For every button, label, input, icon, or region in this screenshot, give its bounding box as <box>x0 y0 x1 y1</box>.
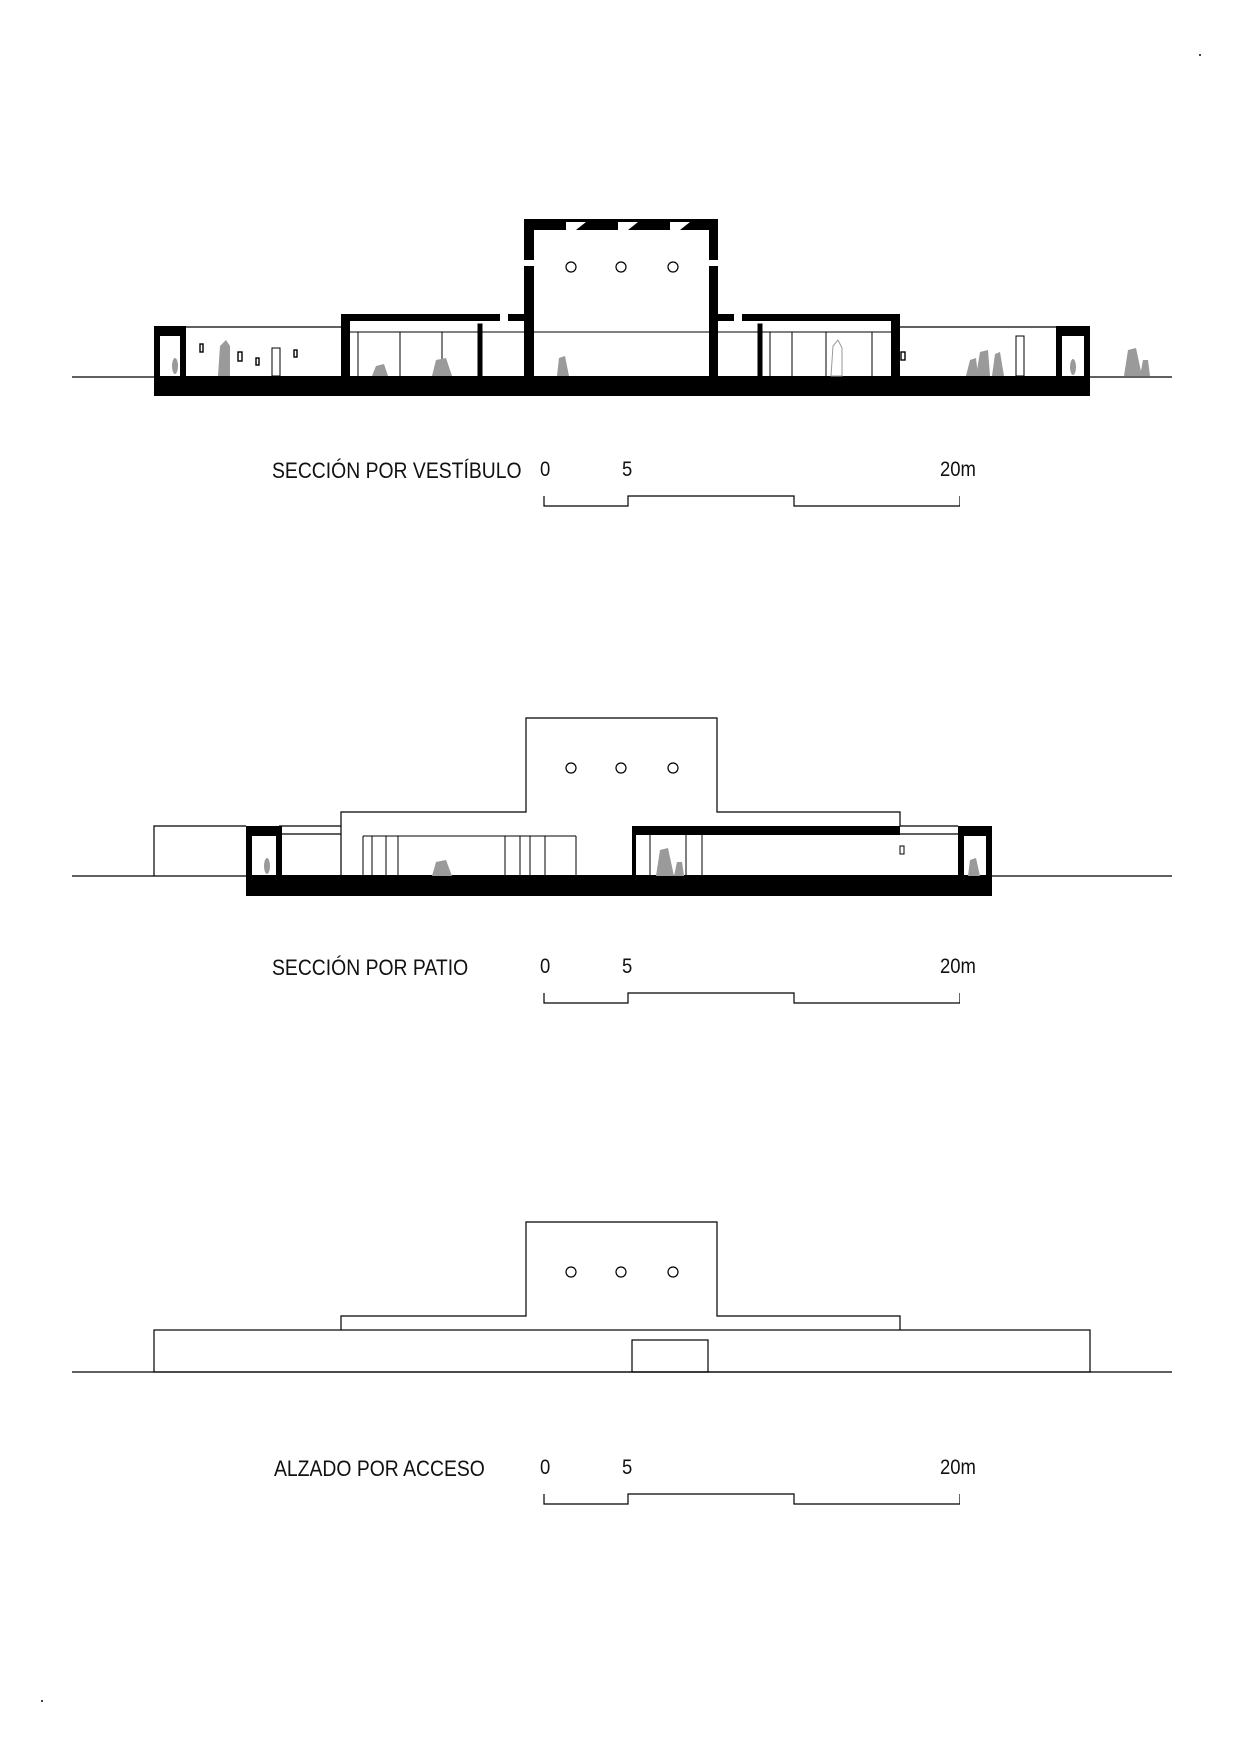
section-patio-title: SECCIÓN POR PATIO <box>272 955 469 980</box>
round-window <box>616 763 626 773</box>
child-figure <box>966 358 978 376</box>
child-figure <box>432 860 452 876</box>
child-figure <box>992 352 1004 376</box>
round-window <box>668 1267 678 1277</box>
section-vestibule-title: SECCIÓN POR VESTÍBULO <box>272 458 522 483</box>
round-window <box>566 1267 576 1277</box>
section-patio-scale-bar <box>540 955 1000 1025</box>
column <box>478 324 482 376</box>
person-figure <box>831 340 842 376</box>
central-tower-section <box>524 219 718 376</box>
wall-picture <box>901 352 905 360</box>
left-end-wall <box>246 826 282 875</box>
round-window <box>616 262 626 272</box>
elevation-access-svg <box>0 1200 1240 1390</box>
scale-bar-graphic <box>540 486 960 516</box>
person-figure <box>264 858 270 874</box>
person-figure <box>172 358 178 374</box>
round-window <box>616 1267 626 1277</box>
scale-label-20m: 20m <box>940 458 976 481</box>
elevation-access-title: ALZADO POR ACCESO <box>274 1456 485 1481</box>
scale-label-5: 5 <box>622 955 633 978</box>
section-patio-svg <box>0 700 1240 900</box>
door-frame <box>272 348 280 376</box>
corner-mark <box>1199 54 1201 56</box>
round-window <box>566 262 576 272</box>
foundation-slab <box>154 376 1090 396</box>
scale-label-5: 5 <box>622 1456 633 1479</box>
corner-mark <box>41 1700 43 1702</box>
scale-label-0: 0 <box>540 458 551 481</box>
elevation-access-scale-bar <box>540 1456 1000 1526</box>
scale-label-20m: 20m <box>940 1456 976 1479</box>
scale-bar-graphic <box>540 1484 960 1514</box>
wall-picture <box>256 358 259 365</box>
wall-opening <box>709 260 718 266</box>
person-figure <box>1124 348 1142 376</box>
person-figure <box>557 356 569 376</box>
child-figure <box>372 364 388 376</box>
person-figure <box>656 848 674 876</box>
elevation-access-drawing <box>0 1200 1240 1390</box>
central-block-outline <box>341 718 900 876</box>
section-vestibule-drawing <box>0 200 1240 420</box>
wall-picture <box>294 350 297 357</box>
person-figure <box>218 340 230 376</box>
child-figure <box>432 358 452 376</box>
round-window <box>668 262 678 272</box>
wall-picture <box>238 352 242 361</box>
base-volume <box>154 1330 1090 1372</box>
section-patio-drawing <box>0 700 1240 900</box>
person-figure <box>1070 359 1076 375</box>
left-end-wall <box>154 326 186 376</box>
door-frame <box>1016 336 1024 376</box>
wall-opening <box>524 260 534 266</box>
gallery-roof <box>632 826 900 835</box>
child-figure <box>1140 360 1150 376</box>
wall-picture <box>900 846 904 854</box>
roof-opening <box>734 314 742 321</box>
scale-label-20m: 20m <box>940 955 976 978</box>
person-figure <box>976 350 990 376</box>
entrance-door <box>632 1340 708 1372</box>
scale-bar-graphic <box>540 983 960 1013</box>
child-figure <box>674 862 684 876</box>
round-window <box>566 763 576 773</box>
foundation-slab <box>246 875 992 896</box>
scale-label-0: 0 <box>540 1456 551 1479</box>
child-figure <box>968 858 980 876</box>
round-window <box>668 763 678 773</box>
scale-label-0: 0 <box>540 955 551 978</box>
section-vestibule-svg <box>0 200 1240 420</box>
column <box>758 324 762 376</box>
wall-picture <box>200 344 203 352</box>
upper-volume-outline <box>341 1222 900 1330</box>
scale-label-5: 5 <box>622 458 633 481</box>
section-vestibule-scale-bar <box>540 458 1000 528</box>
roof-opening <box>500 314 508 321</box>
column <box>632 826 636 876</box>
annex-outline <box>154 826 246 876</box>
